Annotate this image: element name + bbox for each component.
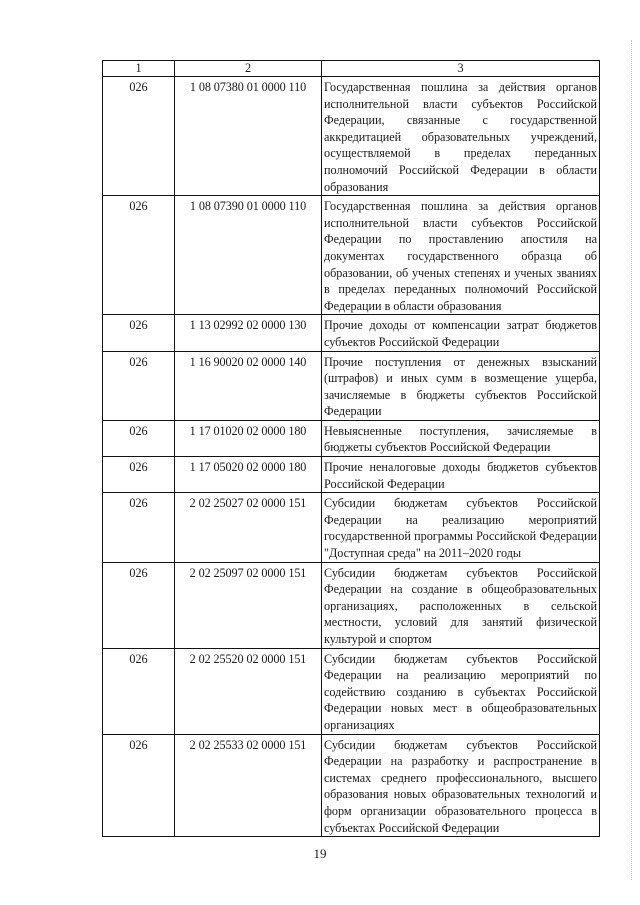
admin-code-cell: 026	[103, 420, 175, 456]
table-row	[103, 562, 600, 648]
kbk-code-cell: 1 13 02992 02 0000 130	[175, 315, 322, 351]
kbk-code-cell: 1 16 90020 02 0000 140	[175, 351, 322, 420]
table-row	[103, 420, 600, 456]
description-cell: Государственная пошлина за действия органов исполнительной власти субъектов Российской Федерации по проставлению апостиля на документах государственного образца об образовании, об ученых степенях и ученых званиях в пределах переданных полномочий Российской Федерации в области образования	[322, 196, 600, 315]
revenue-code-table	[102, 60, 600, 837]
admin-code-cell: 026	[103, 493, 175, 562]
table-header-row	[103, 61, 600, 77]
kbk-code-cell: 2 02 25097 02 0000 151	[175, 562, 322, 648]
description-cell: Субсидии бюджетам субъектов Российской Федерации на реализацию мероприятий государственной программы Российской Федерации "Доступная среда" на 2011–2020 годы	[322, 493, 600, 562]
description-cell: Прочие неналоговые доходы бюджетов субъектов Российской Федерации	[322, 457, 600, 493]
kbk-code-cell: 1 17 05020 02 0000 180	[175, 457, 322, 493]
table-row	[103, 457, 600, 493]
description-cell: Субсидии бюджетам субъектов Российской Федерации на реализацию мероприятий по содействию созданию в субъектах Российской Федерации новых мест в общеобразовательных организациях	[322, 648, 600, 734]
kbk-code-cell: 2 02 25027 02 0000 151	[175, 493, 322, 562]
admin-code-cell: 026	[103, 196, 175, 315]
admin-code-cell: 026	[103, 77, 175, 196]
admin-code-cell: 026	[103, 457, 175, 493]
description-cell: Прочие поступления от денежных взысканий (штрафов) и иных сумм в возмещение ущерба, зачисляемые в бюджеты субъектов Российской Федерации	[322, 351, 600, 420]
table-row	[103, 315, 600, 351]
kbk-code-cell: 2 02 25533 02 0000 151	[175, 734, 322, 837]
kbk-code-cell: 1 08 07390 01 0000 110	[175, 196, 322, 315]
admin-code-cell: 026	[103, 315, 175, 351]
table-row	[103, 648, 600, 734]
description-cell: Невыясненные поступления, зачисляемые в бюджеты субъектов Российской Федерации	[322, 420, 600, 456]
table-row	[103, 351, 600, 420]
column-header-2: 2	[175, 61, 322, 77]
kbk-code-cell: 2 02 25520 02 0000 151	[175, 648, 322, 734]
admin-code-cell: 026	[103, 734, 175, 837]
description-cell: Субсидии бюджетам субъектов Российской Федерации на разработку и распространение в системах среднего профессионального, высшего образования новых образовательных технологий и форм организации образовательного процесса в субъектах Российской Федерации	[322, 734, 600, 837]
table-row	[103, 493, 600, 562]
scan-margin-line	[631, 40, 633, 880]
page-number: 19	[313, 846, 327, 861]
table-row	[103, 196, 600, 315]
admin-code-cell: 026	[103, 562, 175, 648]
column-header-1: 1	[103, 61, 175, 77]
admin-code-cell: 026	[103, 648, 175, 734]
description-cell: Государственная пошлина за действия органов исполнительной власти субъектов Российской Федерации, связанные с государственной аккредитацией образовательных учреждений, осуществляемой в пределах переданных полномочий Российской Федерации в области образования	[322, 77, 600, 196]
admin-code-cell: 026	[103, 351, 175, 420]
kbk-code-cell: 1 17 01020 02 0000 180	[175, 420, 322, 456]
description-cell: Прочие доходы от компенсации затрат бюджетов субъектов Российской Федерации	[322, 315, 600, 351]
revenue-code-table-container	[102, 60, 599, 837]
column-header-3: 3	[322, 61, 600, 77]
kbk-code-cell: 1 08 07380 01 0000 110	[175, 77, 322, 196]
table-row	[103, 734, 600, 837]
description-cell: Субсидии бюджетам субъектов Российской Федерации на создание в общеобразовательных организациях, расположенных в сельской местности, условий для занятий физической культурой и спортом	[322, 562, 600, 648]
table-row	[103, 77, 600, 196]
